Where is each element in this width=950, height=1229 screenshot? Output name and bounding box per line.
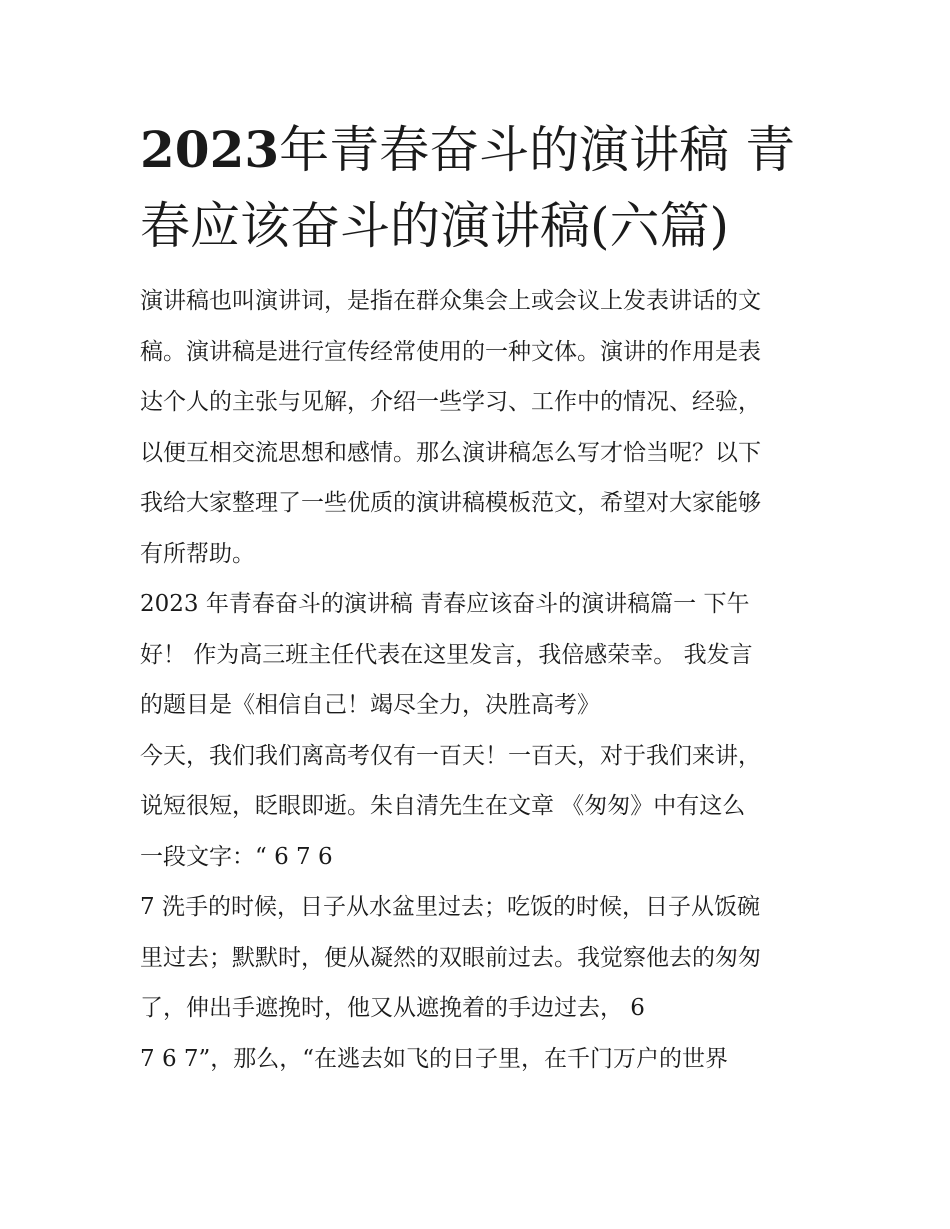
page-title bbox=[140, 112, 820, 264]
text-line: 一段文字：“ 6 7 6 bbox=[140, 843, 333, 870]
text-line: 以便互相交流思想和感情。那么演讲稿怎么写才恰当呢？以下 bbox=[140, 439, 761, 466]
title-line-2: 春应该奋斗的演讲稿(六篇) bbox=[140, 197, 730, 255]
title-line-1-rest: 年青春奋斗的演讲稿 青 bbox=[279, 121, 796, 179]
text-line: 今天，我们我们离高考仅有一百天！一百天，对于我们来讲， bbox=[140, 742, 761, 769]
text-line: 里过去；默默时，便从凝然的双眼前过去。我觉察他去的匆匆 bbox=[140, 944, 761, 971]
text-line: 好！ 作为高三班主任代表在这里发言，我倍感荣幸。 我发言 bbox=[140, 641, 753, 668]
text-line: 稿。演讲稿是进行宣传经常使用的一种文体。演讲的作用是表 bbox=[140, 338, 761, 365]
document-body bbox=[140, 276, 820, 1084]
paragraph-speech-heading bbox=[140, 579, 820, 731]
text-line: 的题目是《相信自己！竭尽全力，决胜高考》 bbox=[140, 692, 600, 718]
text-line: 有所帮助。 bbox=[140, 540, 255, 567]
text-line: 了，伸出手遮挽时，他又从遮挽着的手边过去， 6 bbox=[140, 995, 645, 1021]
title-year: 2023 bbox=[140, 120, 280, 179]
paragraph-quote bbox=[140, 882, 820, 1034]
text-line: 演讲稿也叫演讲词，是指在群众集会上或会议上发表讲话的文 bbox=[140, 288, 761, 314]
text-line: 达个人的主张与见解，介绍一些学习、工作中的情况、经验， bbox=[140, 389, 761, 415]
text-line: 7 洗手的时候，日子从水盆里过去；吃饭的时候，日子从饭碗 bbox=[140, 894, 760, 920]
text-line: 说短很短，眨眼即逝。朱自清先生在文章 《匆匆》中有这么 bbox=[140, 793, 746, 819]
paragraph-continuation bbox=[140, 1034, 820, 1085]
text-line: 我给大家整理了一些优质的演讲稿模板范文，希望对大家能够 bbox=[140, 490, 761, 516]
text-line: 7 6 7”，那么，“在逃去如飞的日子里，在千门万户的世界 bbox=[140, 1045, 729, 1072]
paragraph-hundred-days bbox=[140, 731, 820, 883]
paragraph-intro bbox=[140, 276, 820, 579]
text-line: 2023 年青春奋斗的演讲稿 青春应该奋斗的演讲稿篇一 下午 bbox=[140, 591, 750, 617]
